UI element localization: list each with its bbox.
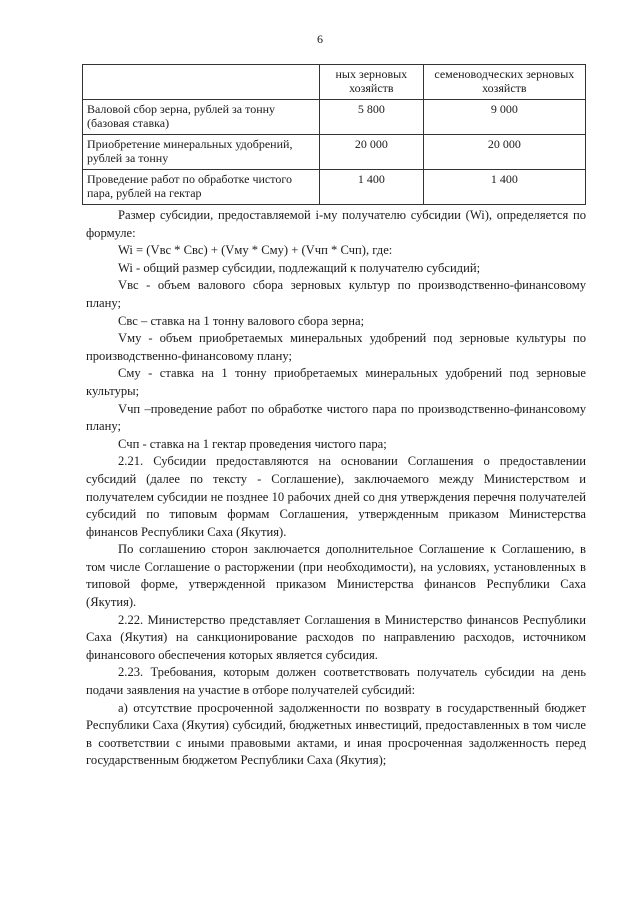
paragraph: а) отсутствие просроченной задолженности по возврату в государственный бюджет Республики Саха (Якутия) субсидий, бюджетных инвестиций, предоставленных в том числе в соответствии с иными правовыми актами, и иная просроченная задолженность перед государственным бюджетом Республики Саха (Якутия); — [86, 700, 586, 768]
table-header-cell: семеноводческих зерновых хозяйств — [423, 65, 585, 100]
subsidy-rates-table — [82, 64, 586, 205]
table-cell: Приобретение минеральных удобрений, рублей за тонну — [83, 135, 320, 170]
table-cell: 5 800 — [320, 100, 424, 135]
table-cell: 20 000 — [423, 135, 585, 170]
paragraph: Vчп –проведение работ по обработке чистого пара по производственно-финансовому плану; — [86, 401, 586, 434]
paragraph: 2.22. Министерство представляет Соглашения в Министерство финансов Республики Саха (Якутия) на санкционирование расходов по направлению расходов, источником финансового обеспечения которых является субсидия. — [86, 612, 586, 662]
paragraph: Размер субсидии, предоставляемой i-му получателю субсидии (Wi), определяется по формуле: — [86, 208, 586, 240]
formula: Wi = (Vвс * Свс) + (Vму * Сму) + (Vчп * Счп), где: — [118, 243, 393, 258]
table-cell: 1 400 — [320, 170, 424, 205]
table-cell: Проведение работ по обработке чистого пара, рублей на гектар — [83, 170, 320, 205]
table-row — [83, 135, 586, 170]
table-cell: Валовой сбор зерна, рублей за тонну (базовая ставка) — [83, 100, 320, 135]
paragraph: Свс – ставка на 1 тонну валового сбора зерна; — [118, 313, 365, 328]
table-header-cell — [83, 65, 320, 100]
paragraph: Vвс - объем валового сбора зерновых культур по производственно-финансовому плану; — [86, 278, 586, 310]
table-row — [83, 100, 586, 135]
paragraph: 2.21. Субсидии предоставляются на основании Соглашения о предоставлении субсидий (далее по тексту - Соглашение), заключаемого между Министерством и получателем субсидии не позднее 10 рабочих дней со дня утверждения перечня получателей субсидий по типовым формам Соглашения, утвержденным приказом Министерства финансов Республики Саха (Якутия). — [86, 454, 586, 539]
paragraph: Wi - общий размер субсидии, подлежащий к получателю субсидий; — [118, 260, 481, 275]
page-number: 6 — [317, 32, 323, 46]
paragraph: 2.23. Требования, которым должен соответствовать получатель субсидии на день подачи заявления на участие в отборе получателей субсидий: — [86, 665, 586, 698]
paragraph: Vму - объем приобретаемых минеральных удобрений под зерновые культуры по производственно-финансовому плану; — [86, 331, 586, 363]
table-cell: 9 000 — [423, 100, 585, 135]
table-header-cell: ных зерновых хозяйств — [320, 65, 424, 100]
paragraph: По соглашению сторон заключается дополнительное Соглашение к Соглашению, в том числе Соглашение о расторжении (при необходимости), на условиях, установленных в типовой форме, утвержденной приказом Министерства финансов Республики Саха (Якутия). — [86, 542, 586, 610]
table-header-row — [83, 65, 586, 100]
table-cell: 20 000 — [320, 135, 424, 170]
paragraph: Сму - ставка на 1 тонну приобретаемых минеральных удобрений под зерновые культуры; — [86, 366, 586, 398]
document-body — [86, 207, 586, 770]
table-cell: 1 400 — [423, 170, 585, 205]
table-row — [83, 170, 586, 205]
paragraph: Счп - ставка на 1 гектар проведения чистого пара; — [118, 436, 387, 451]
